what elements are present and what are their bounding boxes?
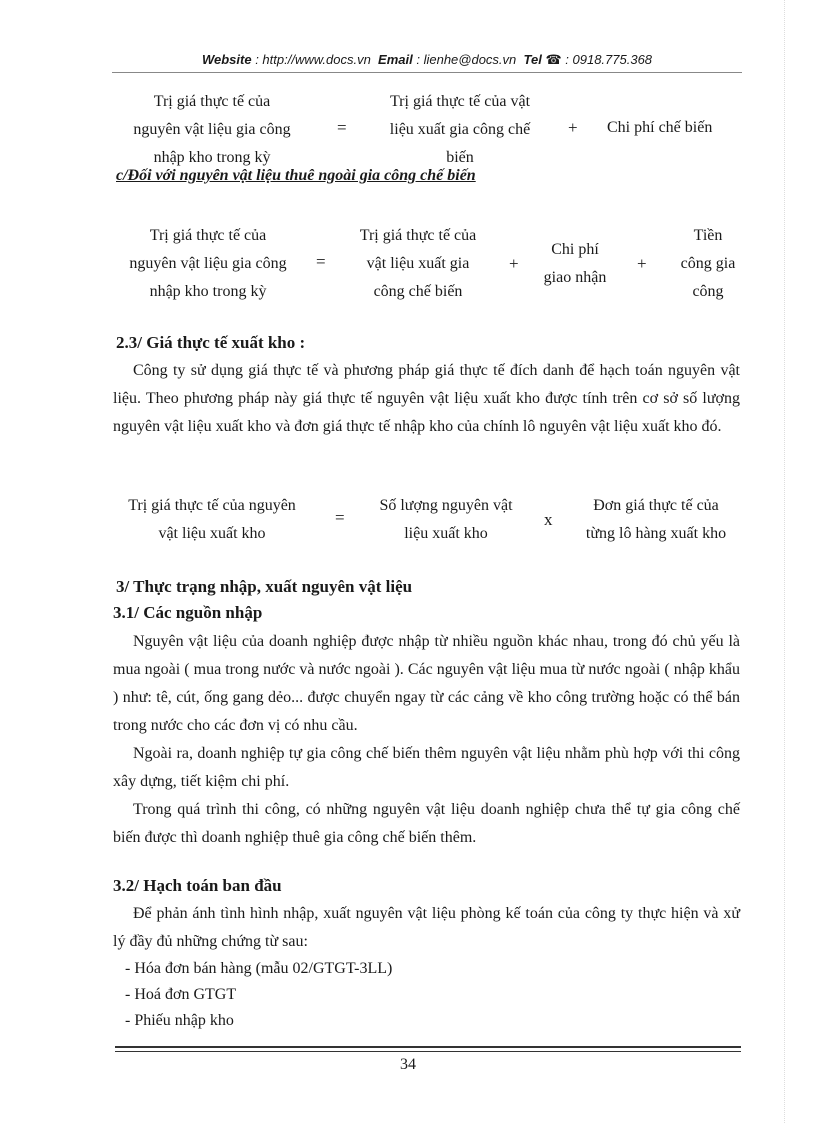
formula-3-left-line: vật liệu xuất kho [158, 525, 266, 542]
formula-1-left-line: nguyên vật liệu gia công [133, 121, 291, 138]
paragraph: Công ty sử dụng giá thực tế và phương pháp giá thực tế đích danh để hạch toán nguyên vật liệu. Theo phương pháp này giá thực tế nguyên vật liệu xuất kho được tính trên cơ sở số lượng nguyên vật liệu xuất kho và đơn giá thực tế nhập kho của chính lô nguyên vật liệu xuất kho đó. [113, 362, 740, 435]
formula-2-labor-line: Tiền [693, 227, 723, 244]
paragraph: Nguyên vật liệu của doanh nghiệp được nhập từ nhiều nguồn khác nhau, trong đó chủ yếu là mua ngoài ( mua trong nước và nước ngoài ). Các nguyên vật liệu mua từ nước ngoài ( nhập khẩu ) như: tê, cút, ống gang dẻo... được chuyển ngay từ các cảng về kho công trường hoặc có thể bán trong nước cho các đơn vị có nhu cầu. [113, 633, 740, 734]
formula-1-mid-line: liệu xuất gia công chế [389, 121, 531, 138]
formula-1-mid-line: Trị giá thực tế của vật [389, 93, 531, 110]
times-sign: x [544, 510, 553, 529]
formula-3-left [112, 492, 312, 548]
formula-3-right-line: từng lô hàng xuất kho [585, 525, 727, 542]
section-2-3-body [113, 357, 740, 441]
formula-1-left [112, 88, 312, 172]
list-item: - Hoá đơn GTGT [125, 986, 237, 1003]
plus-sign: + [568, 118, 578, 137]
formula-1-left-line: Trị giá thực tế của [153, 93, 271, 110]
formula-2-mid-line: công chế biến [373, 283, 463, 300]
email-label: Email [378, 52, 413, 67]
formula-3-right-line: Đơn giá thực tế của [593, 497, 719, 514]
phone-icon: ☎ [545, 52, 562, 67]
formula-2-left [108, 222, 308, 306]
formula-1-mid [365, 88, 555, 172]
footer-divider [115, 1046, 741, 1048]
tel-label: Tel [523, 52, 542, 67]
section-2-3-heading: 2.3/ Giá thực tế xuất kho : [116, 333, 306, 352]
subsection-c-heading: c/Đối với nguyên vật liệu thuê ngoài gia công chế biến [116, 167, 476, 184]
equals-sign: = [335, 508, 345, 527]
formula-2-left-line: nhập kho trong kỳ [149, 283, 267, 300]
plus-sign: + [509, 254, 519, 273]
section-3-2-body [113, 900, 740, 956]
formula-2-mid [338, 222, 498, 306]
formula-2-labor-line: công gia [680, 255, 736, 272]
paragraph: Trong quá trình thi công, có những nguyên vật liệu doanh nghiệp chưa thể tự gia công chế biến được thì doanh nghiệp thuê gia công chế biến thêm. [113, 801, 740, 846]
page-number: 34 [400, 1056, 416, 1073]
formula-2-fee-line: giao nhận [543, 269, 607, 286]
email-value: : lienhe@docs.vn [416, 52, 517, 67]
document-list [125, 956, 392, 1034]
formula-2-fee [530, 236, 620, 292]
formula-2-left-line: nguyên vật liệu gia công [129, 255, 287, 272]
formula-2-left-line: Trị giá thực tế của [149, 227, 267, 244]
formula-1-left-line: nhập kho trong kỳ [153, 149, 271, 166]
formula-3-mid-line: Số lượng nguyên vật [379, 497, 513, 514]
plus-sign: + [637, 254, 647, 273]
website-value: : http://www.docs.vn [255, 52, 371, 67]
list-item: - Phiếu nhập kho [125, 1012, 234, 1029]
section-3-1-body [113, 628, 740, 852]
equals-sign: = [316, 252, 326, 271]
formula-2-labor-line: công [692, 283, 724, 300]
margin-guide [784, 0, 785, 1123]
formula-1-mid-line: biến [446, 149, 474, 166]
formula-3-mid-line: liệu xuất kho [404, 525, 488, 542]
page-header [112, 52, 742, 68]
website-label: Website [201, 52, 252, 67]
formula-2-labor [665, 222, 751, 306]
section-3-1-heading: 3.1/ Các nguồn nhập [113, 603, 263, 622]
list-item: - Hóa đơn bán hàng (mẫu 02/GTGT-3LL) [125, 960, 393, 977]
formula-3-right [568, 492, 744, 548]
section-3-2-heading: 3.2/ Hạch toán ban đầu [113, 876, 282, 895]
paragraph: Để phản ánh tình hình nhập, xuất nguyên vật liệu phòng kế toán của công ty thực hiện và xử lý đầy đủ những chứng từ sau: [113, 905, 740, 950]
formula-2-fee-line: Chi phí [551, 241, 599, 258]
header-divider [112, 72, 742, 73]
footer-divider [115, 1051, 741, 1052]
formula-3-left-line: Trị giá thực tế của nguyên [128, 497, 296, 514]
section-3-heading: 3/ Thực trạng nhập, xuất nguyên vật liệu [116, 577, 413, 596]
paragraph: Ngoài ra, doanh nghiệp tự gia công chế biến thêm nguyên vật liệu nhằm phù hợp với thi công xây dựng, tiết kiệm chi phí. [113, 745, 740, 790]
formula-3-mid [362, 492, 530, 548]
formula-2-mid-line: vật liệu xuất gia [366, 255, 470, 272]
formula-1-right: Chi phí chế biến [607, 119, 713, 136]
equals-sign: = [337, 118, 347, 137]
tel-value: : 0918.775.368 [565, 52, 653, 67]
formula-2-mid-line: Trị giá thực tế của [359, 227, 477, 244]
